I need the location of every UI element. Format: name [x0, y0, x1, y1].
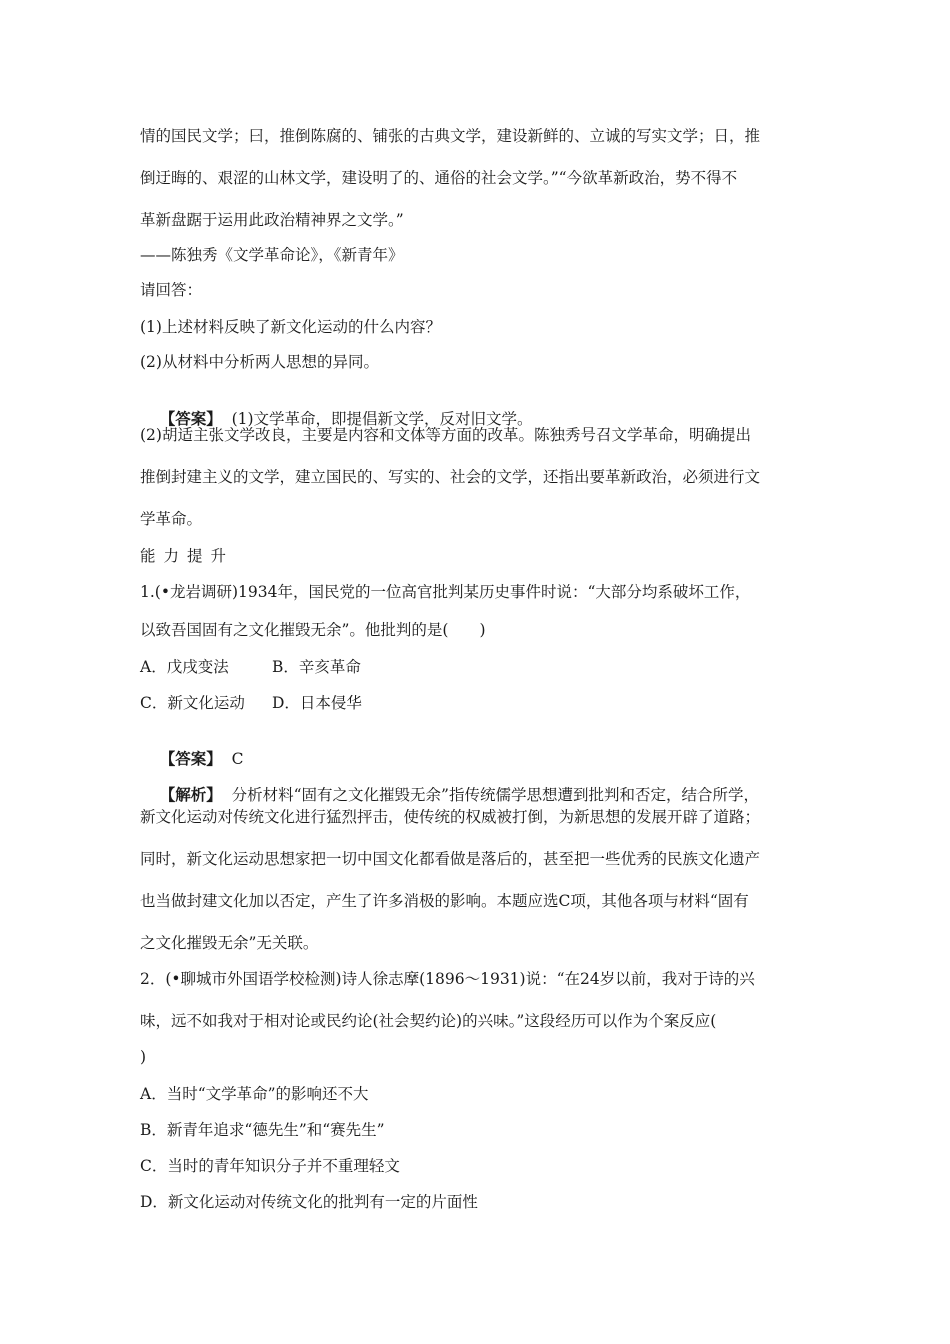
- item-1-analysis-line-5: 之文化摧毁无余”无关联。: [140, 934, 319, 952]
- item-2-stem-line-2: 味，远不如我对于相对论或民约论(社会契约论)的兴味。”这段经历可以作为个案反应(: [140, 1012, 717, 1030]
- item-1-answer-tag: 【答案】: [159, 749, 222, 768]
- item-2-option-c: C．当时的青年知识分子并不重理轻文: [140, 1157, 400, 1175]
- section-title: 能力提升: [140, 547, 235, 565]
- item-2-option-d: D．新文化运动对传统文化的批判有一定的片面性: [140, 1193, 478, 1211]
- item-1-option-c: C．新文化运动: [140, 694, 245, 712]
- answer-2-line-1: (2)胡适主张文学改良，主要是内容和文体等方面的改革。陈独秀号召文学革命，明确提出: [140, 426, 751, 444]
- item-1-option-a: A．戊戌变法: [140, 658, 229, 676]
- item-2-stem-line-3: ): [140, 1048, 147, 1066]
- item-1-answer: C: [231, 750, 244, 768]
- material-line-2: 倒迂晦的、艰涩的山林文学，建设明了的、通俗的社会文学。”“今欲革新政治，势不得不: [140, 169, 738, 187]
- item-1-option-b: B．辛亥革命: [272, 658, 361, 676]
- item-1-stem-line-1: 1.(•龙岩调研)1934年，国民党的一位高官批判某历史事件时说：“大部分均系破坏工作，: [140, 583, 751, 601]
- item-1-analysis-line-4: 也当做封建文化加以否定，产生了许多消极的影响。本题应选C项，其他各项与材料“固有: [140, 892, 749, 910]
- answer-1-text: (1)文学革命，即提倡新文学，反对旧文学。: [231, 410, 533, 428]
- item-2-stem-line-1: 2．(•聊城市外国语学校检测)诗人徐志摩(1896～1931)说：“在24岁以前，我对于诗的兴: [140, 970, 755, 988]
- item-2-option-b: B．新青年追求“德先生”和“赛先生”: [140, 1121, 385, 1139]
- material-line-3: 革新盘踞于运用此政治精神界之文学。”: [140, 211, 404, 229]
- material-source: ——陈独秀《文学革命论》，《新青年》: [140, 246, 404, 264]
- answer-2-line-2: 推倒封建主义的文学，建立国民的、写实的、社会的文学，还指出要革新政治，必须进行文: [140, 468, 761, 486]
- answer-2-line-3: 学革命。: [140, 510, 203, 528]
- question-2: (2)从材料中分析两人思想的异同。: [140, 353, 379, 371]
- item-1-analysis-line-2: 新文化运动对传统文化进行猛烈抨击，使传统的权威被打倒，为新思想的发展开辟了道路；: [140, 808, 761, 826]
- item-1-option-d: D．日本侵华: [272, 694, 362, 712]
- question-1: (1)上述材料反映了新文化运动的什么内容？: [140, 318, 441, 336]
- answer-tag: 【答案】: [159, 409, 222, 428]
- item-1-analysis-tag: 【解析】: [159, 785, 222, 804]
- prompt-text: 请回答：: [140, 281, 203, 299]
- item-1-analysis-line-3: 同时，新文化运动思想家把一切中国文化都看做是落后的，甚至把一些优秀的民族文化遗产: [140, 850, 761, 868]
- item-1-analysis-text-1: 分析材料“固有之文化摧毁无余”指传统儒学思想遭到批判和否定，结合所学，: [231, 786, 759, 804]
- item-1-stem-line-2: 以致吾国固有之文化摧毁无余”。他批判的是( ): [140, 621, 486, 639]
- item-2-option-a: A．当时“文学革命”的影响还不大: [140, 1085, 369, 1103]
- material-line-1: 情的国民文学；曰，推倒陈腐的、铺张的古典文学，建设新鲜的、立诚的写实文学；日，推: [140, 127, 761, 145]
